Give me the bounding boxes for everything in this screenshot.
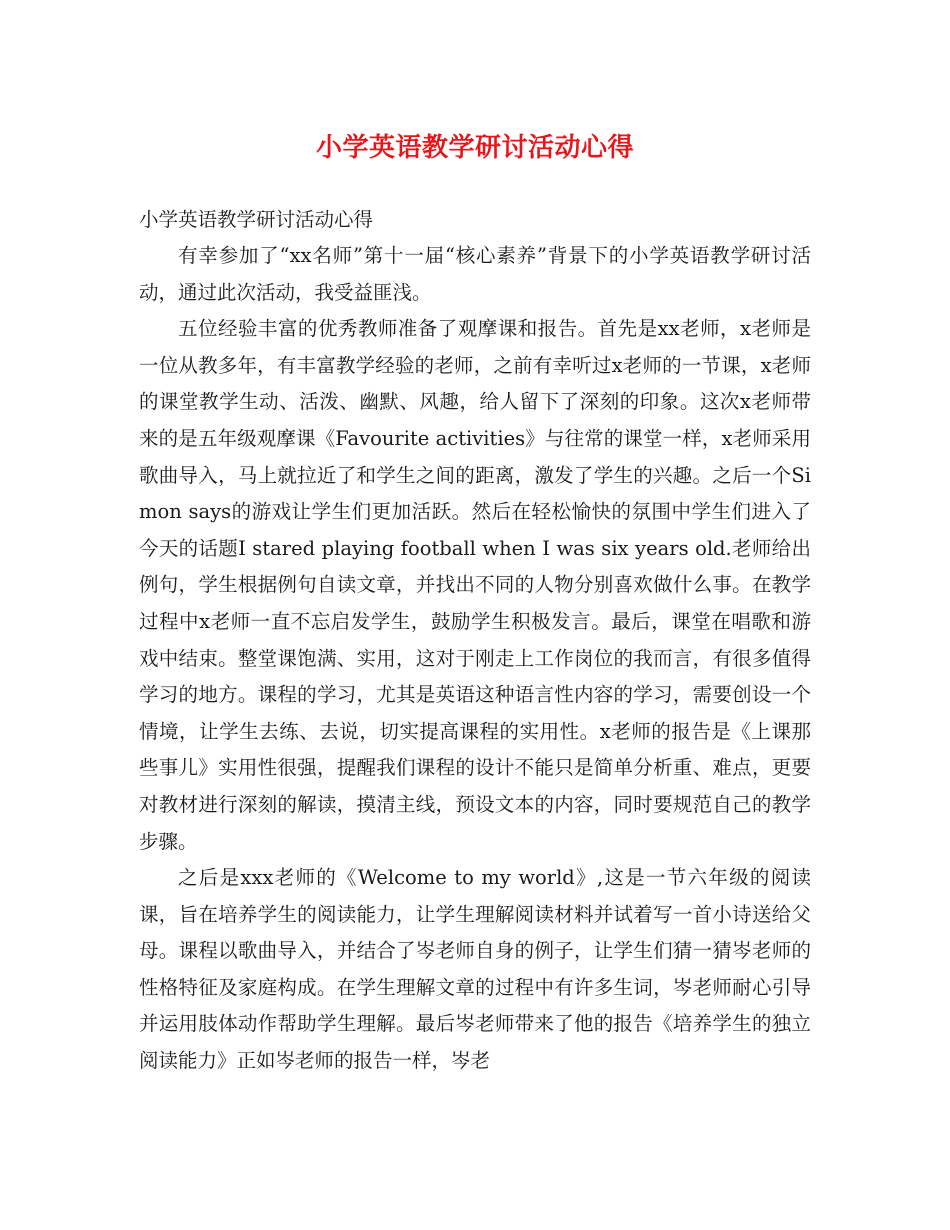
document-title: 小学英语教学研讨活动心得 [315,133,634,163]
paragraph-second-lesson: 之后是xxx老师的《Welcome to my world》,这是一节六年级的阅读课，旨在培养学生的阅读能力，让学生理解阅读材料并试着写一首小诗送给父母。课程以歌曲导入，并结合了岑老师自身的例子，让学生们猜一猜岑老师的性格特征及家庭构成。在学生理解文章的过程中有许多生词，岑老师耐心引导并运用肢体动作帮助学生理解。最后岑老师带来了他的报告《培养学生的独立阅读能力》正如岑老师的报告一样，岑老 [139,866,811,1073]
paragraph-first-lesson: 五位经验丰富的优秀教师准备了观摩课和报告。首先是xx老师，x老师是一位从教多年，有丰富教学经验的老师，之前有幸听过x老师的一节课，x老师的课堂教学生动、活泼、幽默、风趣，给人留下了深刻的印象。这次x老师带来的是五年级观摩课《Favourite activities》与往常的课堂一样，x老师采用歌曲导入，马上就拉近了和学生之间的距离，激发了学生的兴趣。之后一个Simon says的游戏让学生们更加活跃。然后在轻松愉快的氛围中学生们进入了今天的话题I stared playing football when I was six years old.老师给出例句，学生根据例句自读文章，并找出不同的人物分别喜欢做什么事。在教学过程中x老师一直不忘启发学生，鼓励学生积极发言。最后，课堂在唱歌和游戏中结束。整堂课饱满、实用，这对于刚走上工作岗位的我而言，有很多值得学习的地方。课程的学习，尤其是英语这种语言性内容的学习，需要创设一个情境，让学生去练、去说，切实提高课程的实用性。x老师的报告是《上课那些事儿》实用性很强，提醒我们课程的设计不能只是简单分析重、难点，更要对教材进行深刻的解读，摸清主线，预设文本的内容，同时要规范自己的教学步骤。 [139,317,811,853]
document-subtitle: 小学英语教学研讨活动心得 [139,208,374,231]
paragraph-intro: 有幸参加了“xx名师”第十一届“核心素养”背景下的小学英语教学研讨活动，通过此次活动，我受益匪浅。 [139,244,811,304]
document-body [139,202,811,1080]
